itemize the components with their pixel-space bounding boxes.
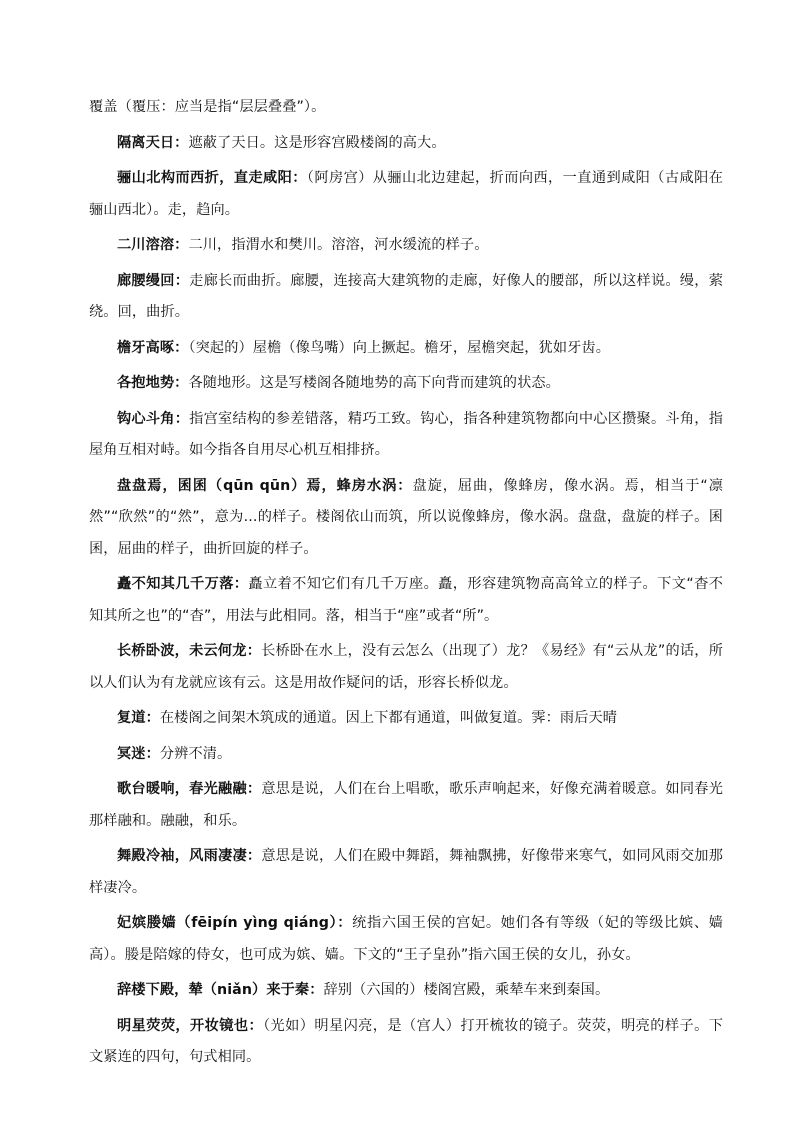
entry-6 [89,368,723,400]
entry-term: 隔离天日： [117,134,189,151]
entry-text: 辞别（六国的）楼阁宫殿，乘辇车来到秦国。 [323,982,610,998]
entry-text: （突起的）屋檐（像鸟嘴）向上撅起。檐牙，屋檐突起，犹如牙齿。 [188,339,610,356]
entry-7 [89,404,723,467]
entry-text: 分辨不清。 [159,745,232,762]
entry-text: 意思是说，人们在殿中舞蹈，舞袖飘拂，好像带来寒气，如同风雨交加那样凄冷。 [89,848,723,896]
document-body [89,92,723,1078]
entry-term: 檐牙高啄： [117,339,189,356]
entry-term: 骊山北构而西折，直走咸阳： [117,170,307,186]
entry-text: （阿房宫）从骊山北边建起，折而向西，一直通到咸阳（古咸阳在骊山西北）。走，趋向。 [89,170,723,218]
entry-term: 复道： [117,710,160,726]
entry-term: 舞殿冷袖，风雨凄凄： [117,848,262,864]
entry-text: 意思是说，人们在台上唱歌，歌乐声响起来，好像充满着暖意。如同春光那样融和。融融，和乐。 [89,781,723,829]
entry-5 [89,333,723,365]
entry-0 [89,92,723,124]
entry-term: 各抱地势： [117,375,189,391]
entry-term: 冥迷： [117,745,160,762]
entry-text: 指宫室结构的参差错落，精巧工致。钩心，指各种建筑物都向中心区攒聚。斗角，指屋角互相对峙。如今指各自用尽心机互相排挤。 [89,410,723,458]
entry-text: 统指六国王侯的宫妃。她们各有等级（妃的等级比嫔、嫱高）。媵是陪嫁的侍女，也可成为嫔、嫱。下文的“王子皇孙”指六国王侯的女儿，孙女。 [89,915,723,963]
entry-text: 走廊长而曲折。廊腰，连接高大建筑物的走廊，好像人的腰部，所以这样说。缦，萦绕。回，曲折。 [89,272,723,320]
entry-text: （光如）明星闪亮，是（宫人）打开梳妆的镜子。荧荧，明亮的样子。下文紧连的四句，句式相同。 [89,1017,723,1065]
entry-term: 妃嫔媵嫱（fēipín yìng qiáng）： [117,915,353,931]
entry-2 [89,163,723,226]
entry-text: 二川，指渭水和樊川。溶溶，河水缓流的样子。 [188,237,489,253]
entry-term: 长桥卧波，未云何龙： [117,643,262,659]
entry-text: 在楼阁之间架木筑成的通道。因上下都有通道，叫做复道。霁：雨后天晴 [159,710,618,726]
entry-3 [89,230,723,262]
entry-text: 长桥卧在水上，没有云怎么（出现了）龙？《易经》有“云从龙”的话，所以人们认为有龙就应该有云。这是用故作疑问的话，形容长桥似龙。 [89,643,723,691]
entry-term: 辞楼下殿，辇（niǎn）来于秦： [117,982,324,998]
entry-4 [89,266,723,329]
entry-16 [89,975,723,1007]
entry-10 [89,636,723,699]
entry-text: 盘旋，屈曲，像蜂房，像水涡。焉，相当于“凛然”“欣然”的“然”，意为...的样子。楼阁依山而筑，所以说像蜂房，像水涡。盘盘，盘旋的样子。囷囷，屈曲的样子，曲折回旋的样子。 [89,477,724,557]
entry-term: 廊腰缦回： [117,272,190,289]
entry-11 [89,703,723,735]
entry-term: 矗不知其几千万落： [117,576,249,592]
entry-8 [89,471,723,566]
entry-text: 遮蔽了天日。这是形容宫殿楼阁的高大。 [188,134,446,151]
entry-14 [89,841,723,904]
entry-term: 歌台暖响，春光融融： [117,781,262,797]
entry-15 [89,908,723,971]
entry-1 [89,128,723,160]
entry-text: 矗立着不知它们有几千万座。矗，形容建筑物高高耸立的样子。下文“杳不知其所之也”的“杳”，用法与此相同。落，相当于“座”或者“所”。 [89,576,723,624]
entry-13 [89,774,723,837]
entry-12 [89,739,723,771]
entry-term: 明星荧荧，开妆镜也： [117,1017,264,1034]
entry-text: 覆盖（覆压：应当是指“层层叠叠”）。 [89,99,326,115]
entry-9 [89,569,723,632]
entry-term: 钩心斗角： [117,410,190,427]
entry-text: 各随地形。这是写楼阁各随地势的高下向背而建筑的状态。 [188,375,560,391]
entry-17 [89,1011,723,1074]
entry-term: 盘盘焉，囷囷（qūn qūn）焉，蜂房水涡： [117,477,413,494]
entry-term: 二川溶溶： [117,237,189,253]
